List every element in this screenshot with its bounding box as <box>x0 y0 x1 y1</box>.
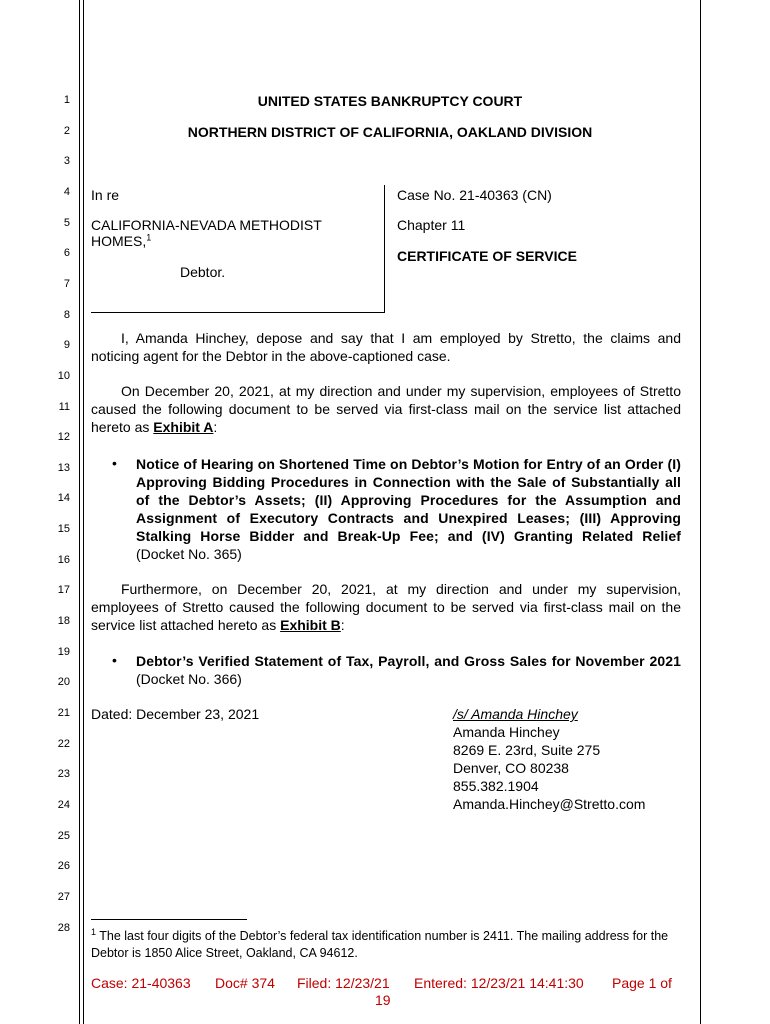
line-number: 4 <box>63 185 70 198</box>
line-number: 6 <box>63 247 70 260</box>
line-number: 10 <box>57 369 70 382</box>
signer-phone: 855.382.1904 <box>453 778 539 794</box>
in-re: In re <box>91 187 120 203</box>
stamp-doc: Doc# 374 <box>215 975 275 991</box>
line-number: 27 <box>57 890 70 903</box>
left-margin-rule-1 <box>79 0 80 1024</box>
line-number: 25 <box>57 829 70 842</box>
court-district: NORTHERN DISTRICT OF CALIFORNIA, OAKLAND DIVISION <box>187 124 593 140</box>
stamp-entered: Entered: 12/23/21 14:41:30 <box>414 975 584 991</box>
line-number: 22 <box>57 737 70 750</box>
line-number: 9 <box>63 339 70 352</box>
paragraph-2: On December 20, 2021, at my direction and under my supervision, employees of Stretto caused the following document to be served via first-class mail on the service list attached hereto as Exhibit A: <box>91 383 681 435</box>
paragraph-1: I, Amanda Hinchey, depose and say that I am employed by Stretto, the claims and noticing agent for the Debtor in the above-captioned case. <box>91 330 681 364</box>
stamp-filed: Filed: 12/23/21 <box>297 975 390 991</box>
stamp-page-total: 19 <box>375 992 391 1008</box>
line-number: 8 <box>63 308 70 321</box>
line-number: 18 <box>57 615 70 628</box>
line-number: 5 <box>63 216 70 229</box>
dated-line: Dated: December 23, 2021 <box>91 706 260 722</box>
stamp-page: Page 1 of <box>612 975 672 991</box>
debtor-label: Debtor. <box>180 264 226 280</box>
signer-name: Amanda Hinchey <box>453 724 560 740</box>
line-number: 14 <box>57 492 70 505</box>
signer-address-1: 8269 E. 23rd, Suite 275 <box>453 742 601 758</box>
debtor-name-line1: CALIFORNIA-NEVADA METHODIST <box>91 217 322 233</box>
line-number: 16 <box>57 553 70 566</box>
document-title: CERTIFICATE OF SERVICE <box>397 248 577 264</box>
debtor-name-line2: HOMES,$^1$ <box>91 232 152 249</box>
left-margin-rule-2 <box>83 0 84 1024</box>
line-number: 15 <box>57 523 70 536</box>
line-number: 13 <box>57 461 70 474</box>
line-number: 23 <box>57 768 70 781</box>
right-margin-rule <box>700 0 701 1024</box>
line-number: 19 <box>57 645 70 658</box>
bullet-item-1: Notice of Hearing on Shortened Time on Debtor’s Motion for Entry of an Order (I) Approving Bidding Procedures in Connection with the Sale of Substantially all of the Debtor’s Assets; (II) Approving Procedures for the Assumption and Assignment of Executory Contracts and Unexpired Leases; (III) Approving Stalking Horse Bidder and Break-Up Fee; and (IV) Granting Related Relief (Docket No. 365) <box>136 456 681 562</box>
exhibit-a-link: Exhibit A <box>153 419 214 435</box>
signer-email: Amanda.Hinchey@Stretto.com <box>453 796 646 812</box>
footnote-divider <box>91 919 247 920</box>
line-number: 24 <box>57 798 70 811</box>
line-number: 17 <box>57 584 70 597</box>
line-number: 3 <box>63 155 70 168</box>
exhibit-b-link: Exhibit B <box>280 617 341 633</box>
line-number: 20 <box>57 676 70 689</box>
bullet-icon: • <box>112 652 117 668</box>
line-number: 7 <box>63 277 70 290</box>
line-number: 1 <box>63 94 70 106</box>
paragraph-3: Furthermore, on December 20, 2021, at my direction and under my supervision, employees of Stretto caused the following document to be served via first-class mail on the service list attached hereto as Exhibit B: <box>91 581 681 633</box>
signer-address-2: Denver, CO 80238 <box>453 760 569 776</box>
bullet-item-2: Debtor’s Verified Statement of Tax, Payroll, and Gross Sales for November 2021 (Docket No. 366) <box>136 653 681 687</box>
footnote-ref: 1 <box>146 232 152 243</box>
line-number: 12 <box>57 431 70 444</box>
line-number: 2 <box>63 124 70 137</box>
line-number: 11 <box>58 400 70 413</box>
bullet-icon: • <box>112 455 117 471</box>
signature: /s/ Amanda Hinchey <box>453 706 578 722</box>
line-number: 28 <box>57 921 70 934</box>
stamp-case: Case: 21-40363 <box>91 975 191 991</box>
line-number: 21 <box>57 707 70 719</box>
line-number: 26 <box>57 860 70 873</box>
court-title: UNITED STATES BANKRUPTCY COURT <box>257 93 523 109</box>
chapter: Chapter 11 <box>397 217 466 233</box>
footnote: $^1$ The last four digits of the Debtor’s federal tax identification number is 2411. The mailing address for the Debtor is 1850 Alice Street, Oakland, CA 94612. <box>91 926 669 960</box>
case-number: Case No. 21-40363 (CN) <box>397 187 552 203</box>
